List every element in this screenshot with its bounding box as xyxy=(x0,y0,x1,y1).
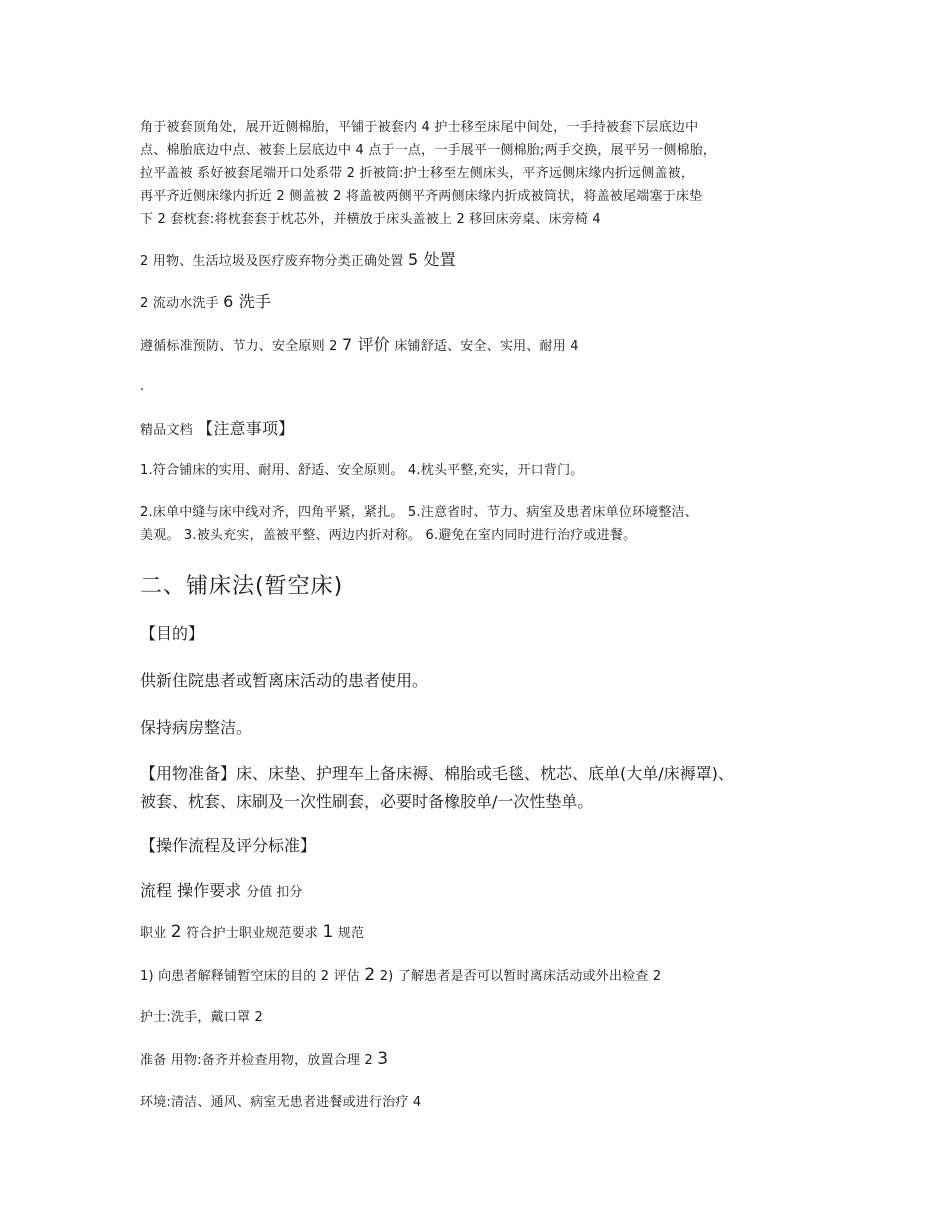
text-run: 2 用物、生活垃圾及医疗废弃物分类正确处置 xyxy=(140,254,408,269)
section-label: 6 洗手 xyxy=(223,292,272,311)
paragraph: 保持病房整洁。 xyxy=(140,718,253,737)
table-row: 护士:洗手，戴口罩 2 xyxy=(140,1010,263,1025)
text-run: 床铺舒适、安全、实用、耐用 4 xyxy=(390,339,579,354)
paragraph xyxy=(140,417,830,442)
paragraph-line: 美观。 3.被头充实，盖被平整、两边内折对称。 6.避免在室内同时进行治疗或进餐。 xyxy=(140,528,637,543)
paragraph-line: 被套、枕套、床刷及一次性刷套，必要时备橡胶单/一次性垫单。 xyxy=(140,792,594,811)
paragraph: 1.符合铺床的实用、耐用、舒适、安全原则。 4.枕头平整,充实，开口背门。 xyxy=(140,463,584,478)
text-run: 2 流动水洗手 xyxy=(140,296,224,311)
text-run: 遵循标准预防、节力、安全原则 2 xyxy=(140,339,342,354)
paragraph xyxy=(140,290,830,315)
paragraph-line: 点、棉胎底边中点、被套上层底边中 4 点于一点，一手展平一侧棉胎;两手交换，展平另一侧棉胎， xyxy=(140,143,717,158)
table-row xyxy=(140,964,830,988)
paragraph xyxy=(140,248,830,273)
text-run: 2 xyxy=(364,965,376,985)
text-run: 精品文档 xyxy=(140,423,198,438)
text-run: 流程 操作要求 xyxy=(140,881,247,900)
table-row xyxy=(140,1048,830,1072)
paragraph-line: 角于被套顶角处，展开近侧棉胎，平铺于被套内 4 护士移至床尾中间处，一手持被套下层底边中 xyxy=(140,120,699,135)
section-title: 二、铺床法(暂空床) xyxy=(140,574,344,599)
text-run: 分值 扣分 xyxy=(246,885,303,900)
paragraph-line: 拉平盖被 系好被套尾端开口处系带 2 折被筒:护士移至左侧床头，平齐远侧床缘内折远侧盖被， xyxy=(140,166,695,181)
table-row xyxy=(140,921,830,945)
section-heading: 【注意事项】 xyxy=(197,419,295,438)
text-run: 准备 用物:备齐并检查用物，放置合理 2 xyxy=(140,1053,378,1068)
text-run: 规范 xyxy=(333,926,365,941)
text-run: 1 xyxy=(322,922,334,942)
table-row: 环境:清洁、通风、病室无患者进餐或进行治疗 4 xyxy=(140,1095,422,1110)
paragraph-line: 下 2 套枕套:将枕套套于枕芯外，并横放于床头盖被上 2 移回床旁桌、床旁椅 4 xyxy=(140,212,601,227)
text-run: 符合护士职业规范要求 xyxy=(181,926,323,941)
paragraph: . xyxy=(140,379,145,394)
subsection-heading: 【操作流程及评分标准】 xyxy=(140,836,317,855)
text-run: 3 xyxy=(377,1049,389,1069)
table-header xyxy=(140,877,830,907)
section-label: 5 处置 xyxy=(407,250,457,269)
text-run: 2) 了解患者是否可以暂时离床活动或外出检查 2 xyxy=(375,969,662,984)
paragraph xyxy=(140,333,830,358)
text-run: 职业 xyxy=(140,926,171,941)
paragraph: 供新住院患者或暂离床活动的患者使用。 xyxy=(140,671,429,690)
section-label: 7 评价 xyxy=(341,335,391,354)
subsection-heading: 【目的】 xyxy=(140,624,205,643)
paragraph-line: 2.床单中缝与床中线对齐，四角平紧，紧扎。 5.注意省时、节力、病室及患者床单位环境整洁、 xyxy=(140,505,698,520)
paragraph-line: 再平齐近侧床缘内折近 2 侧盖被 2 将盖被两侧平齐两侧床缘内折成被筒状，将盖被尾端塞于床垫 xyxy=(140,189,703,204)
paragraph-line: 【用物准备】床、床垫、护理车上备床褥、棉胎或毛毯、枕芯、底单(大单/床褥罩)、 xyxy=(140,764,734,783)
text-run: 1) 向患者解释铺暂空床的目的 2 评估 xyxy=(140,969,365,984)
text-run: 2 xyxy=(170,922,182,942)
